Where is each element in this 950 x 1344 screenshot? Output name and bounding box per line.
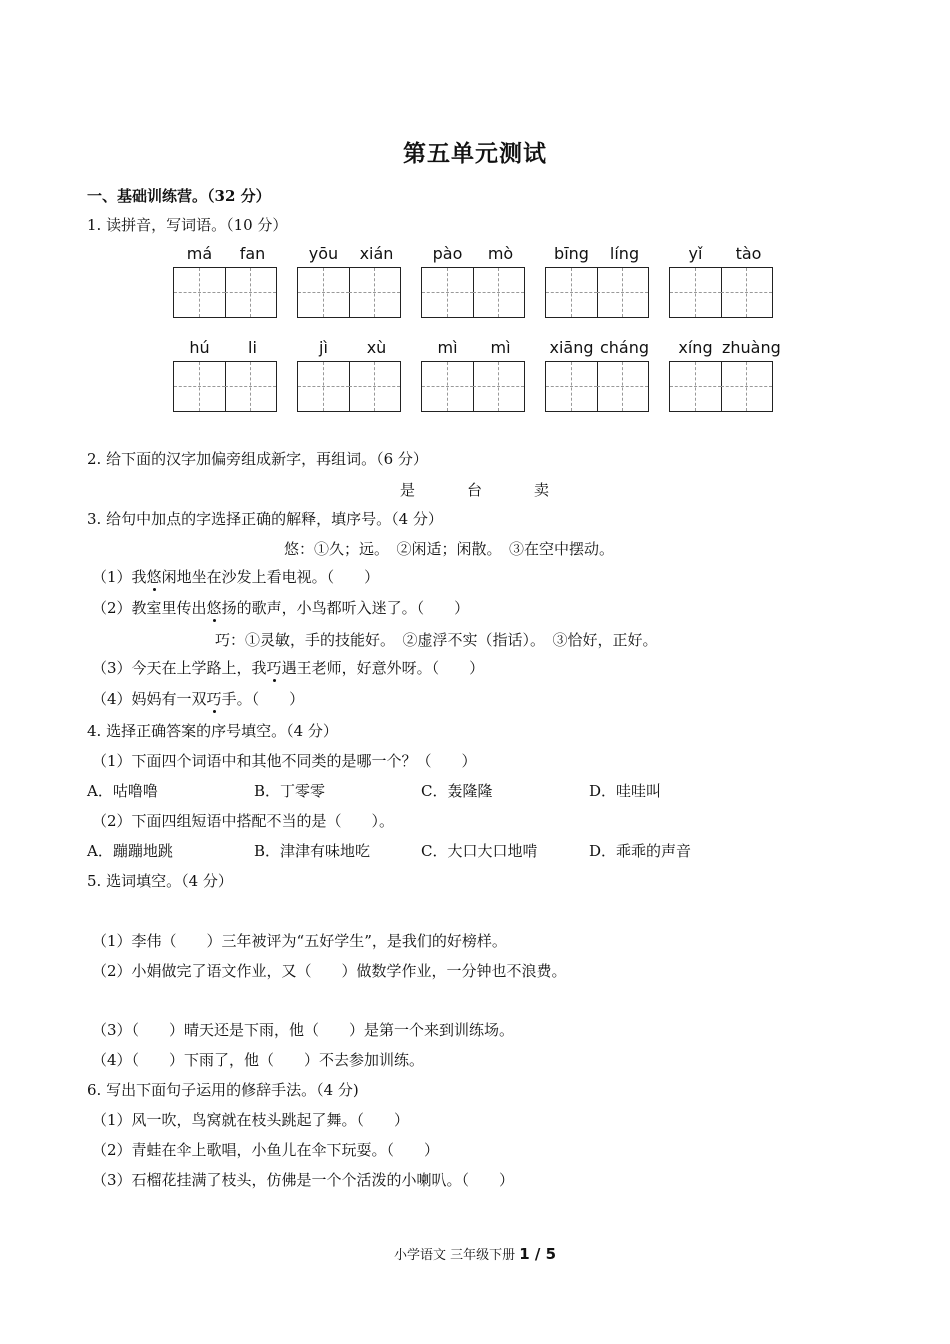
dotted-char: 巧 (266, 659, 282, 677)
section-heading: 一、基础训练营。（32 分） (87, 187, 271, 205)
pinyin-label: xù (366, 338, 387, 357)
question-4-label: 4. 选择正确答案的序号填空。（4 分） (87, 722, 338, 740)
fill-sentence-4: （4）（ ）下雨了，他（ ）不去参加训练。 (92, 1051, 425, 1069)
fill-sentence-1: （1）李伟（ ）三年被评为“五好学生”，是我们的好榜样。 (92, 932, 507, 950)
footer-text: 小学语文 三年级下册 (393, 1248, 516, 1263)
sentence-2: （2）教室里传出悠扬的歌声，小鸟都听入迷了。（ ） (92, 599, 470, 617)
sentence-4: （4）妈妈有一双巧手。（ ） (92, 690, 305, 708)
rhetoric-sentence-2: （2）青蛙在伞上歌唱，小鱼儿在伞下玩耍。（ ） (92, 1141, 440, 1159)
option-d: D．乖乖的声音 (589, 842, 692, 860)
sub-question-2: （2）下面四组短语中搭配不当的是（ ）。 (92, 812, 395, 830)
definition-you: 悠：①久；远。 ②闲适；闲散。 ③在空中摆动。 (284, 540, 615, 558)
rhetoric-sentence-1: （1）风一吹，鸟窝就在枝头跳起了舞。（ ） (92, 1111, 410, 1129)
option-d: D．哇哇叫 (589, 782, 662, 800)
page-number: 1 (519, 1245, 530, 1263)
page-title: 第五单元测试 (403, 140, 547, 167)
page-separator: / (529, 1245, 546, 1263)
pinyin-label: jì (319, 338, 328, 357)
sentence-3: （3）今天在上学路上，我巧遇王老师，好意外呀。（ ） (92, 659, 485, 677)
pinyin-label: yǐ (688, 244, 703, 263)
pinyin-label: yōu (308, 244, 339, 263)
option-c: C．大口大口地啃 (421, 842, 538, 860)
radical-char: 卖 (534, 481, 550, 499)
pinyin-label: mì (490, 338, 511, 357)
pinyin-label: li (248, 338, 257, 357)
pinyin-label: líng (609, 244, 640, 263)
writing-box[interactable] (545, 267, 649, 318)
question-1-label: 1. 读拼音，写词语。（10 分） (87, 216, 288, 234)
pinyin-label: mò (487, 244, 514, 263)
dotted-char: 巧 (206, 690, 222, 708)
pinyin-label: zhuàng (722, 338, 781, 357)
option-b: B．丁零零 (254, 782, 326, 800)
pinyin-label: xián (359, 244, 394, 263)
radical-char: 是 (400, 481, 416, 499)
definition-qiao: 巧：①灵敏，手的技能好。 ②虚浮不实（指话）。 ③恰好，正好。 (215, 631, 658, 649)
pinyin-label: cháng (599, 338, 650, 357)
writing-box[interactable] (669, 267, 773, 318)
writing-box[interactable] (421, 267, 525, 318)
question-5-label: 5. 选词填空。（4 分） (87, 872, 233, 890)
writing-box[interactable] (421, 361, 525, 412)
option-c: C．轰隆隆 (421, 782, 493, 800)
pinyin-label: fan (239, 244, 266, 263)
question-6-label: 6. 写出下面句子运用的修辞手法。（4 分) (87, 1081, 359, 1099)
pinyin-label: pào (432, 244, 463, 263)
pinyin-label: tào (735, 244, 762, 263)
sub-question-1: （1）下面四个词语中和其他不同类的是哪一个？（ ） (92, 752, 477, 770)
pinyin-label: xíng (678, 338, 713, 357)
page-total: 5 (545, 1245, 557, 1263)
page-footer (0, 1244, 950, 1263)
writing-box[interactable] (297, 361, 401, 412)
sentence-1: （1）我悠闲地坐在沙发上看电视。（ ） (92, 568, 380, 586)
fill-sentence-3: （3）（ ）晴天还是下雨，他（ ）是第一个来到训练场。 (92, 1021, 515, 1039)
rhetoric-sentence-3: （3）石榴花挂满了枝头，仿佛是一个个活泼的小喇叭。（ ） (92, 1171, 515, 1189)
option-a: A．蹦蹦地跳 (87, 842, 173, 860)
writing-box[interactable] (297, 267, 401, 318)
dotted-char: 悠 (206, 599, 222, 617)
pinyin-label: má (186, 244, 213, 263)
writing-box[interactable] (173, 361, 277, 412)
question-3-label: 3. 给句中加点的字选择正确的解释，填序号。（4 分） (87, 510, 443, 528)
option-b: B．津津有味地吃 (254, 842, 371, 860)
pinyin-label: bīng (554, 244, 589, 263)
writing-box[interactable] (173, 267, 277, 318)
question-2-label: 2. 给下面的汉字加偏旁组成新字，再组词。（6 分） (87, 450, 428, 468)
radical-char: 台 (467, 481, 483, 499)
pinyin-label: xiāng (549, 338, 594, 357)
pinyin-label: mì (437, 338, 458, 357)
writing-box[interactable] (545, 361, 649, 412)
option-a: A．咕噜噜 (87, 782, 158, 800)
pinyin-label: hú (189, 338, 210, 357)
fill-sentence-2: （2）小娟做完了语文作业，又（ ）做数学作业，一分钟也不浪费。 (92, 962, 567, 980)
writing-box[interactable] (669, 361, 773, 412)
dotted-char: 悠 (146, 568, 162, 586)
